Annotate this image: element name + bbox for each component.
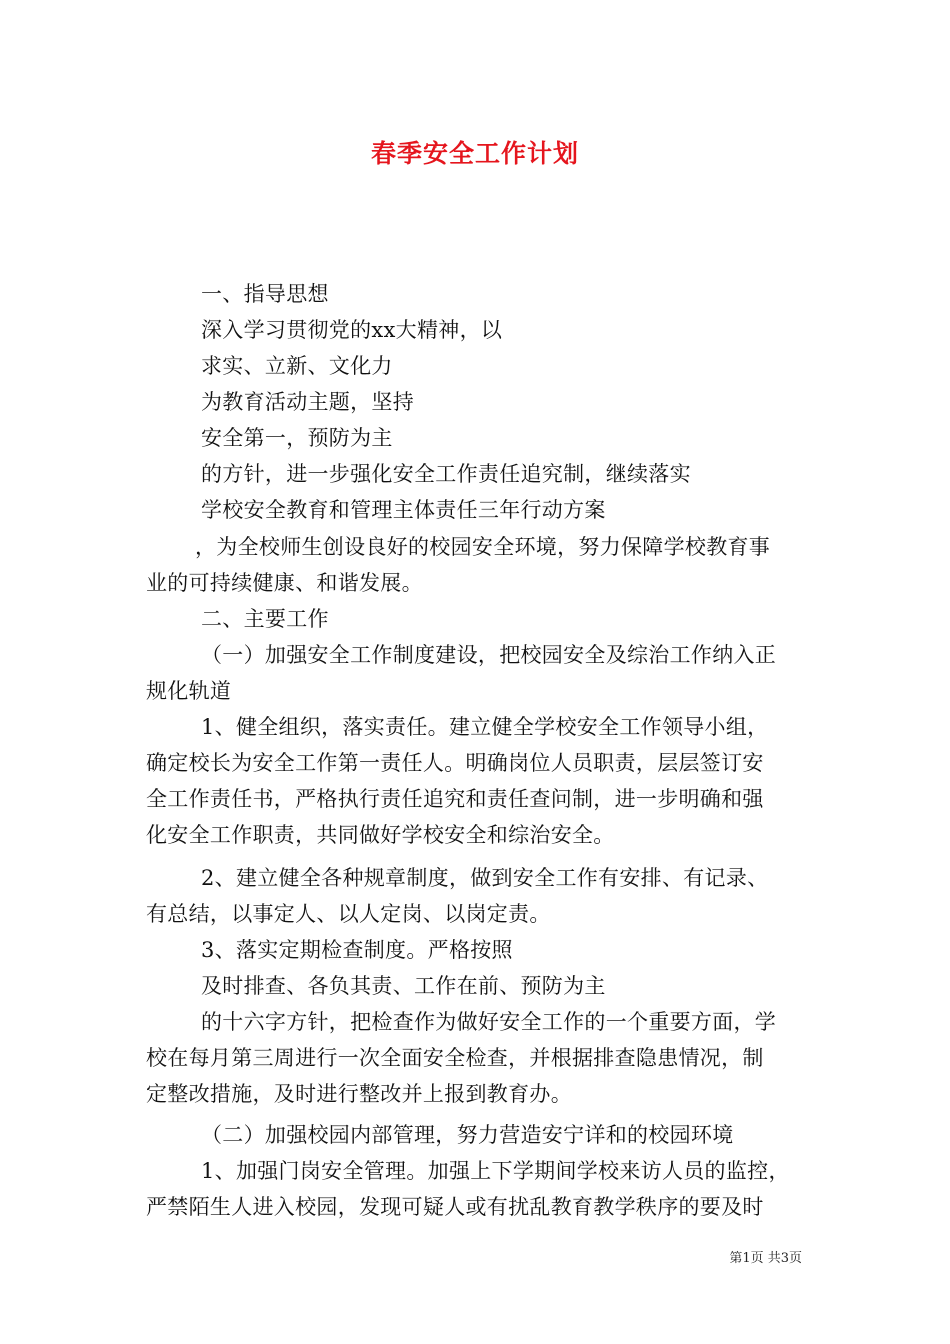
body-line: 化安全工作职责，共同做好学校安全和综治安全。 (146, 823, 615, 847)
body-line: 深入学习贯彻党的xx大精神，以 (201, 318, 503, 342)
body-line: 全工作责任书，严格执行责任追究和责任查问制，进一步明确和强 (146, 787, 764, 811)
body-line: 确定校长为安全工作第一责任人。明确岗位人员职责，层层签订安 (146, 751, 764, 775)
body-line: 2、建立健全各种规章制度，做到安全工作有安排、有记录、 (201, 866, 769, 890)
body-line: 规化轨道 (146, 679, 232, 703)
body-line: 校在每月第三周进行一次全面安全检查，并根据排查隐患情况，制 (146, 1046, 764, 1070)
body-line: 的十六字方针，把检查作为做好安全工作的一个重要方面，学 (201, 1010, 777, 1034)
body-line: 有总结，以事定人、以人定岗、以岗定责。 (146, 902, 551, 926)
document-title: 春季安全工作计划 (370, 139, 579, 168)
body-line: 1、加强门岗安全管理。加强上下学期间学校来访人员的监控， (201, 1159, 790, 1183)
body-line: 安全第一，预防为主 (201, 426, 393, 450)
body-line: 定整改措施，及时进行整改并上报到教育办。 (146, 1082, 572, 1106)
section-heading: 二、主要工作 (201, 607, 329, 631)
body-line: 为教育活动主题，坚持 (201, 390, 414, 414)
subsection-heading: （二）加强校园内部管理，努力营造安宁详和的校园环境 (201, 1123, 734, 1147)
body-line: 求实、立新、文化力 (201, 354, 393, 378)
body-line: 3、落实定期检查制度。严格按照 (201, 938, 513, 962)
body-line: 1、健全组织，落实责任。建立健全学校安全工作领导小组， (201, 715, 769, 739)
body-line: 的方针，进一步强化安全工作责任追究制，继续落实 (201, 462, 691, 486)
body-line: ，为全校师生创设良好的校园安全环境，努力保障学校教育事 (195, 535, 771, 559)
body-line: 学校安全教育和管理主体责任三年行动方案 (201, 498, 606, 522)
page-footer: 第1页 共3页 (729, 1251, 802, 1266)
body-line: 及时排查、各负其责、工作在前、预防为主 (201, 974, 606, 998)
body-line: 严禁陌生人进入校园，发现可疑人或有扰乱教育教学秩序的要及时 (146, 1195, 764, 1219)
subsection-heading: （一）加强安全工作制度建设，把校园安全及综治工作纳入正 (201, 643, 777, 667)
body-line: 一、指导思想 (201, 282, 329, 306)
body-line: 业的可持续健康、和谐发展。 (146, 571, 423, 595)
